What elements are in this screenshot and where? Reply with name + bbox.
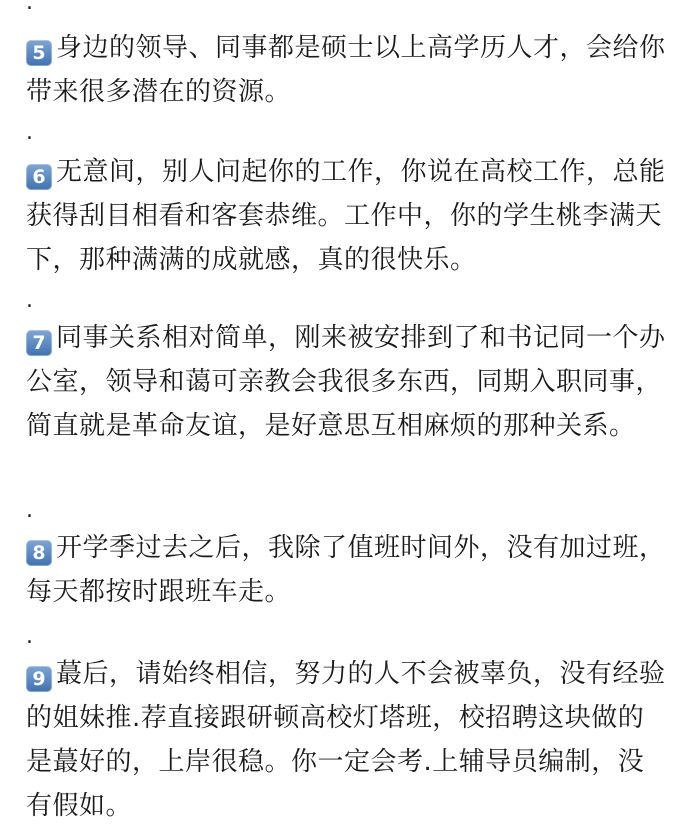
list-item-5 (26, 26, 666, 114)
item-text: 身边的领导、同事都是硕士以上高学历人才，会给你带来很多潜在的资源。 (26, 33, 666, 107)
item-text: 开学季过去之后，我除了值班时间外，没有加过班，每天都按时跟班车走。 (26, 533, 666, 607)
list-item-7 (26, 316, 666, 448)
number-6-icon: 6 (26, 164, 52, 190)
separator-dot: . (26, 120, 33, 145)
separator-dot: . (26, 0, 33, 15)
number-8-icon: 8 (26, 540, 52, 566)
list-item-9 (26, 652, 666, 828)
list-item-6 (26, 150, 666, 282)
item-text: 同事关系相对简单，刚来被安排到了和书记同一个办公室，领导和蔼可亲教会我很多东西，同期入职同事，简直就是革命友谊，是好意思互相麻烦的那种关系。 (26, 323, 666, 441)
number-5-icon: 5 (26, 40, 52, 66)
number-9-icon: 9 (26, 666, 52, 692)
item-text: 无意间，别人问起你的工作，你说在高校工作，总能获得刮目相看和客套恭维。工作中，你的学生桃李满天下，那种满满的成就感，真的很快乐。 (26, 157, 666, 275)
separator-dot: . (26, 624, 33, 649)
list-item-8 (26, 526, 666, 614)
separator-dot: . (26, 288, 33, 313)
separator-dot: . (26, 498, 33, 523)
number-7-icon: 7 (26, 330, 52, 356)
item-text: 蕞后，请始终相信，努力的人不会被辜负，没有经验的姐妹推.荐直接跟研顿高校灯塔班，校招聘这块做的是蕞好的，上岸很稳。你一定会考.上辅导员编制，没有假如。 (26, 659, 666, 821)
